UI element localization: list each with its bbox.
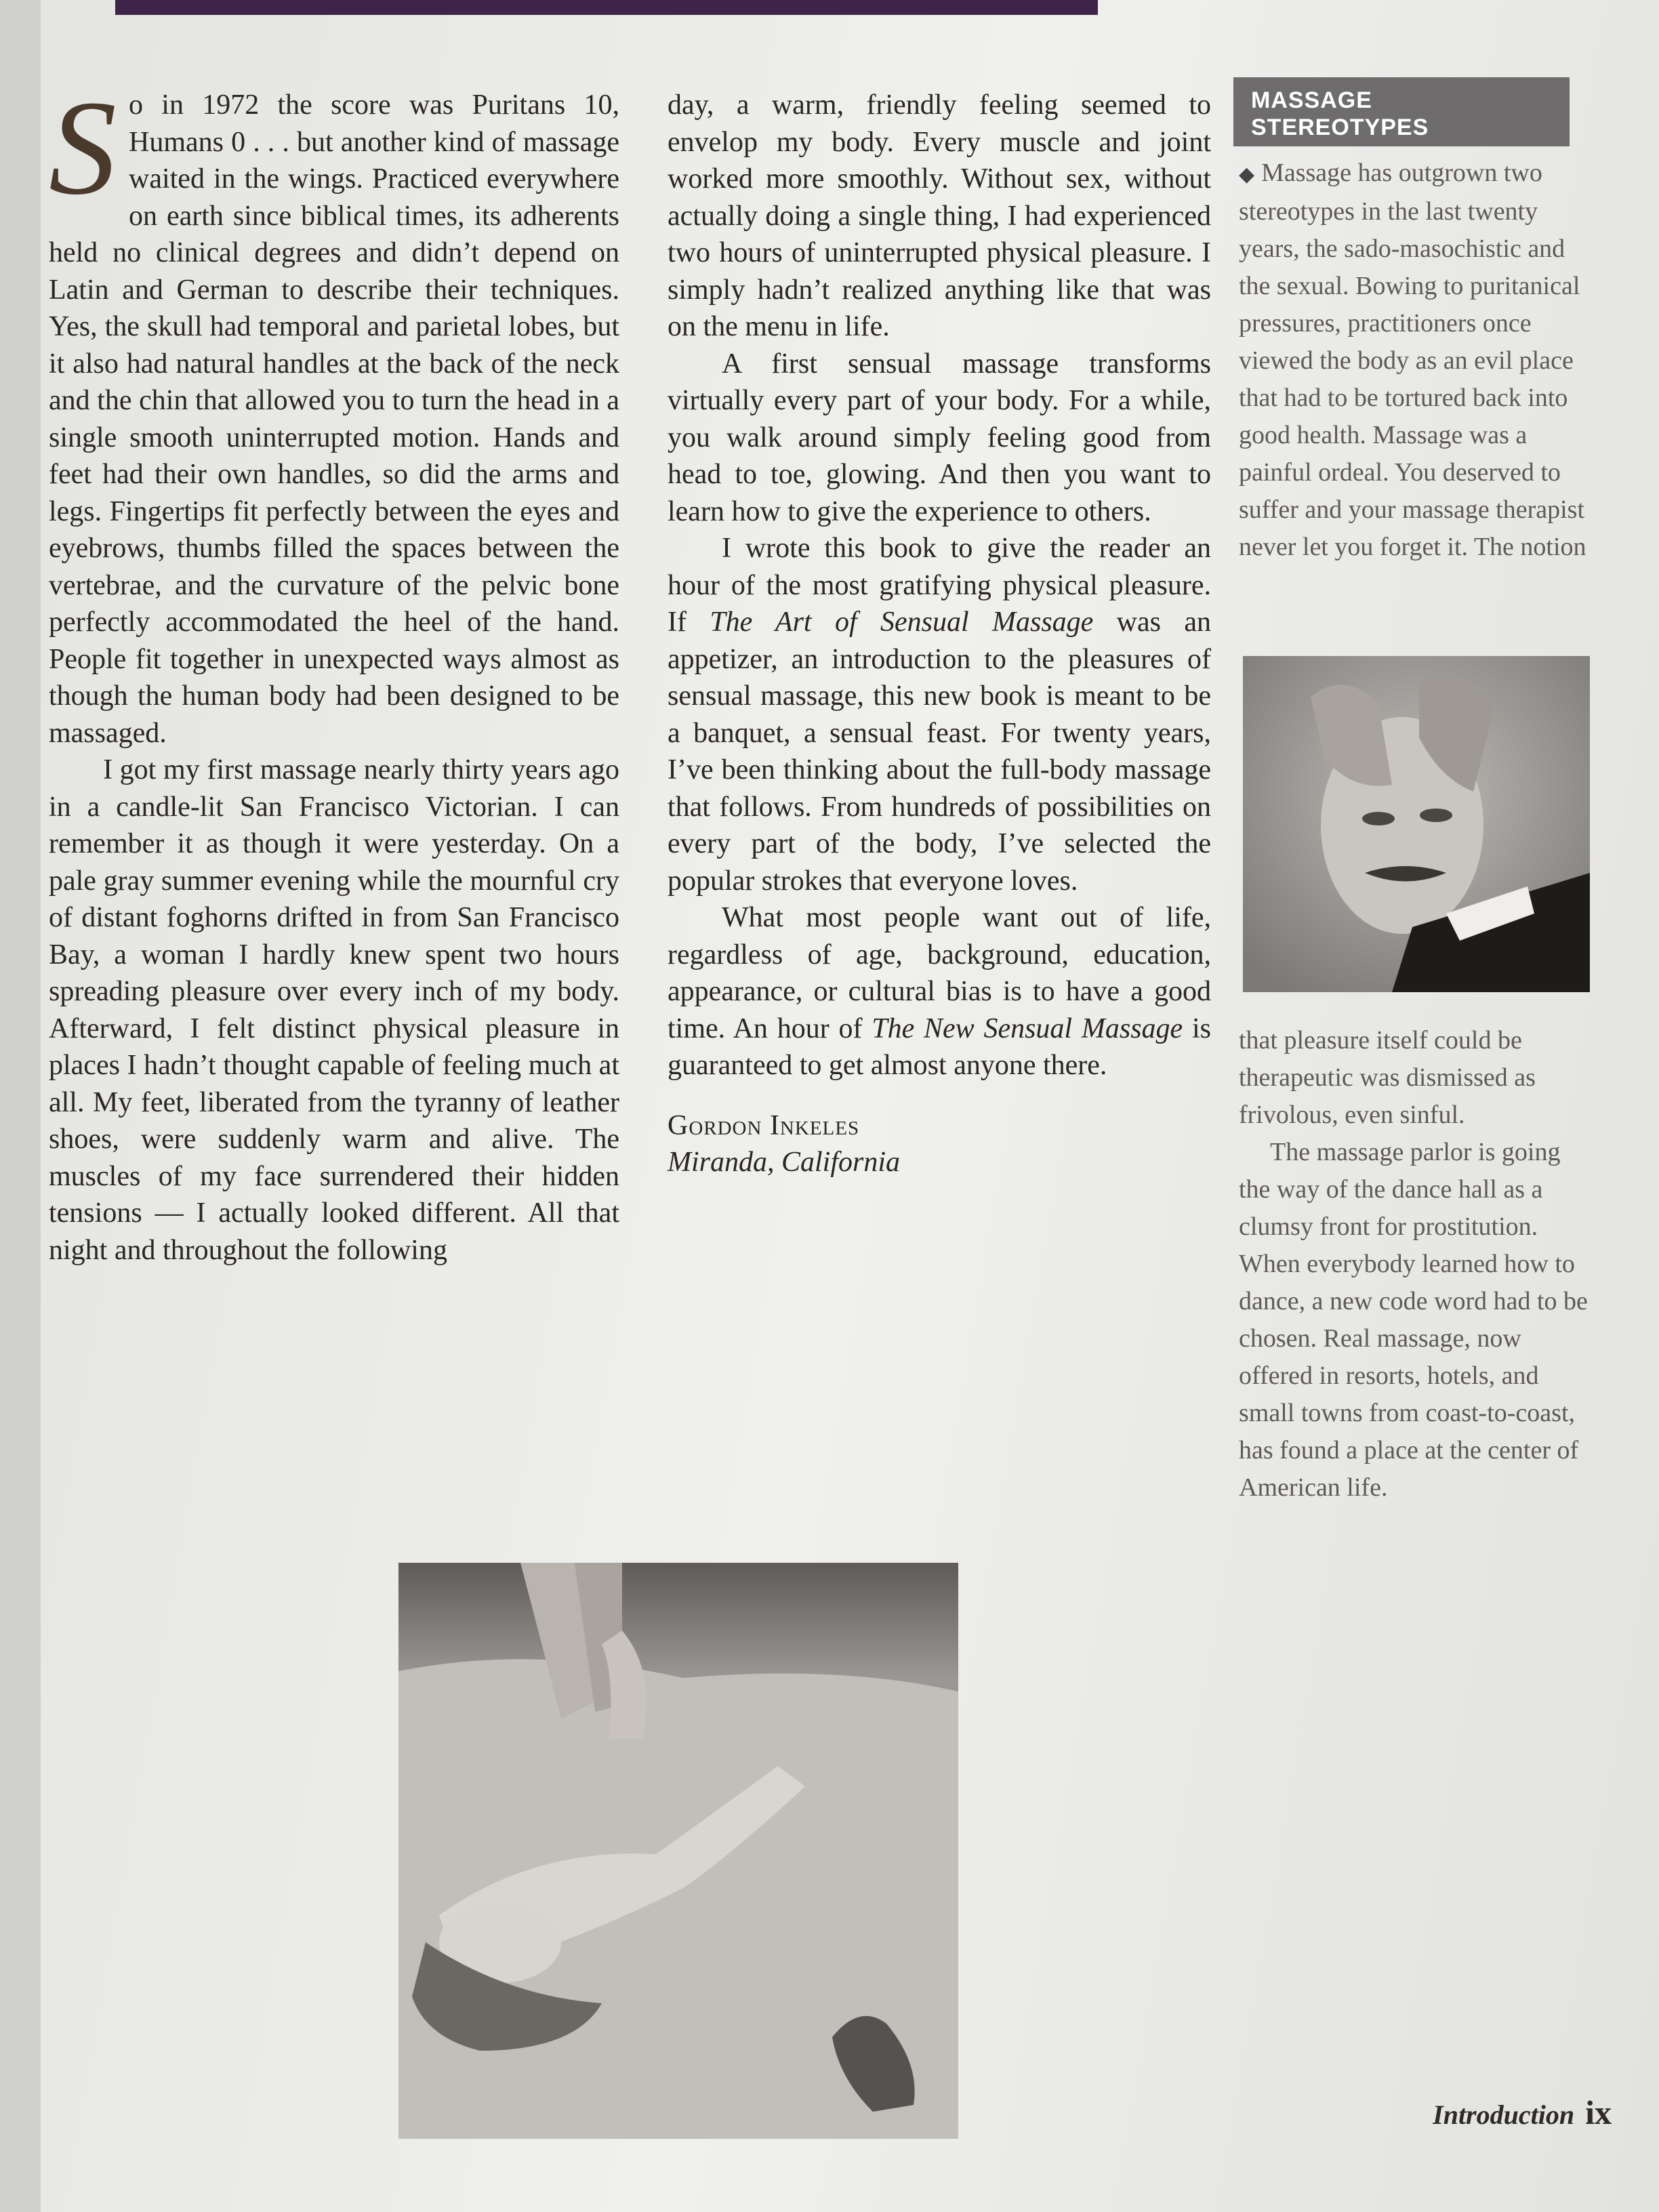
author-signature	[668, 1107, 1211, 1181]
mid-paragraph-1: day, a warm, friendly feeling seemed to envelop my body. Every muscle and joint worked more smoothly. Without sex, without actually doing a single thing, I had experienced two hours of uninterrupted physical pleasure. I simply hadn’t realized anything like that was on the menu in life.	[668, 89, 1211, 342]
page-footer	[1433, 2093, 1612, 2132]
intro-paragraph-1	[49, 73, 619, 752]
book-title-art: The Art of Sensual Massage	[710, 607, 1094, 638]
section-label: Introduction	[1433, 2100, 1575, 2130]
sidebar-paragraph-3: The massage parlor is going the way of the dance hall as a clumsy front for prostitution. When everybody learned how to dance, a new code word had to be chosen. Real massage, now offered in resorts, hotels, and small towns from coast-to-coast, has found a place at the center of American life.	[1239, 1138, 1588, 1502]
sidebar-heading-line-2: STEREOTYPES	[1251, 115, 1429, 140]
sidebar-heading	[1233, 77, 1570, 146]
sidebar-paragraph-2: that pleasure itself could be therapeutic was dismissed as frivolous, even sinful.	[1239, 1026, 1536, 1129]
intro-paragraph-1-text: o in 1972 the score was Puritans 10, Humans 0 . . . but another kind of massage waited in the wings. Practiced everywhere on earth since biblical times, its adherents held no clinical degrees and didn’t depend on Latin and German to describe their techniques. Yes, the skull had temporal and parietal lobes, but it also had natural handles at the back of the neck and the chin that allowed you to turn the head in a single smooth uninterrupted motion. Hands and feet had their own handles, so did the arms and legs. Fingertips fit perfectly between the eyes and eyebrows, thumbs filled the spaces between the vertebrae, and the curvature of the pelvic bone perfectly accommodated the heel of the hand. People fit together in unexpected ways almost as though the human body had been designed to be massaged.	[49, 89, 619, 749]
mid-paragraph-4	[668, 899, 1211, 1084]
drop-cap: S	[49, 73, 117, 223]
author-name: Gordon Inkeles	[668, 1109, 860, 1141]
sidebar-top-text	[1239, 155, 1591, 566]
left-text-column	[49, 73, 619, 1269]
middle-text-column	[668, 87, 1211, 1181]
book-title-new: The New Sensual Massage	[872, 1012, 1183, 1044]
mid-paragraph-2: A first sensual massage transforms virtually every part of your body. For a while, you walk around simply feeling good from head to toe, glowing. And then you want to learn how to give the experience to others.	[668, 348, 1211, 527]
photo-man-face-massage	[1243, 656, 1590, 992]
author-location: Miranda, California	[668, 1147, 901, 1178]
mid-paragraph-4-text-a: What most people want out of life, regardless of age, background, education, appearance, or cultural bias is to have a good time. An hour of	[668, 902, 1211, 1044]
sidebar-paragraph-1	[1239, 155, 1591, 566]
page-gutter	[0, 0, 41, 2212]
page-number: ix	[1585, 2093, 1612, 2131]
sidebar-bottom-text	[1239, 1022, 1591, 1507]
sidebar-heading-line-1: MASSAGE	[1251, 87, 1372, 113]
sidebar-paragraph-1-text: Massage has outgrown two stereotypes in the last twenty years, the sado-masochistic and the sexual. Bowing to puritanical pressures, practitioners once viewed the body as an evil place that had to be tortured back into good health. Massage was a painful ordeal. You deserved to suffer and your massage therapist never let you forget it. The notion	[1239, 159, 1586, 561]
mid-paragraph-4-text-b: is guaranteed to get almost anyone there.	[668, 1012, 1211, 1081]
diamond-bullet-icon: ◆	[1239, 163, 1255, 186]
intro-paragraph-2: I got my first massage nearly thirty years ago in a candle-lit San Francisco Victorian. I can remember it as though it were yesterday. On a pale gray summer evening while the mournful cry of distant foghorns drifted in from San Francisco Bay, a woman I hardly knew spent two hours spreading pleasure over every inch of my body. Afterward, I felt distinct physical pleasure in places I hadn’t thought capable of feeling much at all. My feet, liberated from the tyranny of leather shoes, were suddenly warm and alive. The muscles of my face surrendered their hidden tensions — I actually looked different. All that night and throughout the following	[49, 754, 619, 1266]
mid-paragraph-3-text-b: was an appetizer, an introduction to the pleasures of sensual massage, this new book is meant to be a banquet, a sensual feast. For twenty years, I’ve been thinking about the full-body massage that follows. From hundreds of possibilities on every part of the body, I’ve selected the popular strokes that everyone loves.	[668, 607, 1211, 897]
mid-paragraph-3	[668, 530, 1211, 899]
mid-paragraph-3-text-a: I wrote this book to give the reader an hour of the most gratifying physical pleasure. If	[668, 533, 1211, 638]
top-color-bar	[115, 0, 1098, 15]
bed-massage-photo-illustration	[398, 1563, 958, 2139]
man-face-photo-illustration	[1243, 656, 1590, 992]
photo-massage-on-bed	[398, 1563, 958, 2139]
